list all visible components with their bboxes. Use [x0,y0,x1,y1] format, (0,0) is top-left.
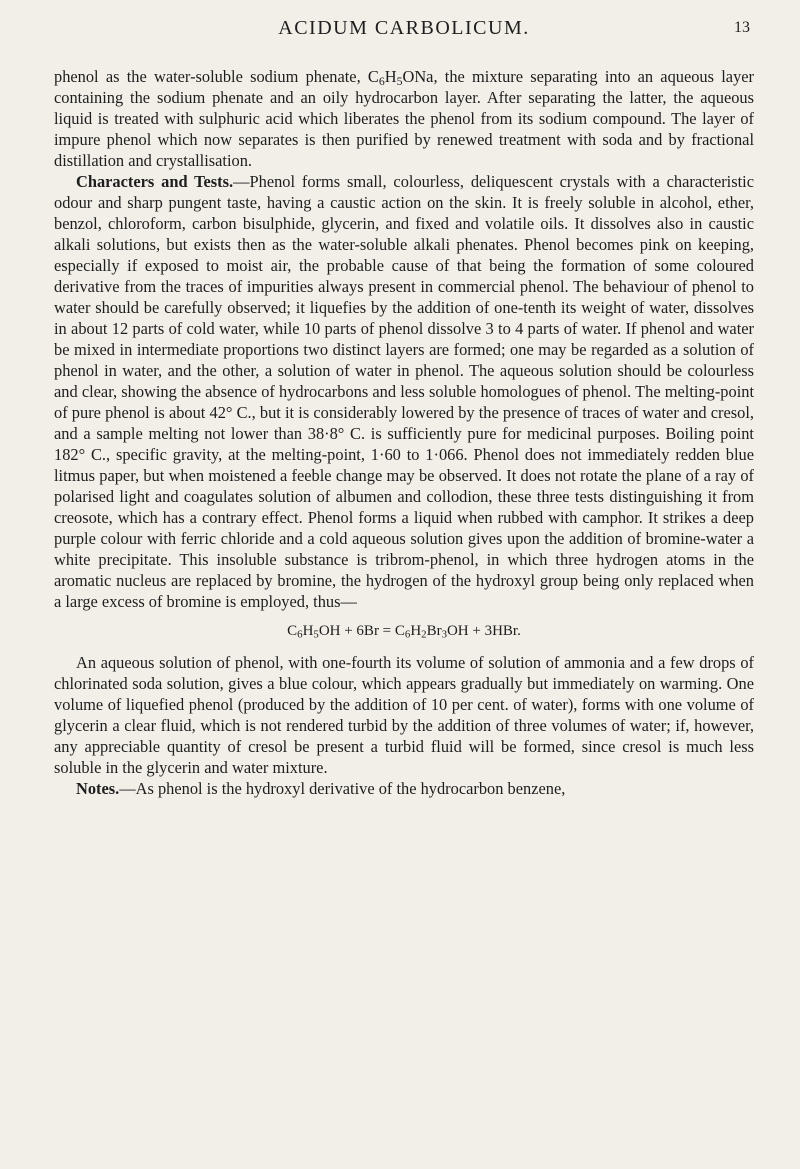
chemical-equation: $C_6H_5OH + 6Br = C_6H_2Br_3OH + 3HBr$. [287,623,521,641]
section-heading-notes: Notes. [76,779,120,798]
book-page [54,14,754,1154]
paragraph-notes [54,778,754,799]
paragraph-characters-text: —Phenol forms small, colourless, deliquescent crystals with a characteristic odour and sharp pungent taste, having a caustic action on the skin. It is freely soluble in alcohol, ether, benzol, chloroform, carbon bisulphide, glycerin, and fixed and volatile oils. It dissolves also in caustic alkali solutions, but exists then as the water-soluble alkali phenates. Phenol becomes pink on keeping, especially if exposed to moist air, the probable cause of that being the formation of some coloured derivative from the traces of impurities always present in commercial phenol. The behaviour of phenol to water should be carefully observed; it liquefies by the addition of one-tenth its weight of water, dissolves in about 12 parts of cold water, while 10 parts of phenol dissolve 3 to 4 parts of water. If phenol and water be mixed in intermediate proportions two distinct layers are formed; one may be regarded as a solution of phenol in water, and the other, a solution of water in phenol. The aqueous solution should be colourless and clear, showing the absence of hydrocarbons and less soluble homologues of phenol. The melting-point of pure phenol is about 42° C., but it is considerably lowered by the presence of traces of water and cresol, and a sample melting not lower than 38·8° C. is sufficiently pure for medicinal purposes. Boiling point 182° C., specific gravity, at the melting-point, 1·60 to 1·066. Phenol does not immediately redden blue litmus paper, but when moistened a feeble change may be observed. It does not rotate the plane of a ray of polarised light and coagulates solution of albumen and collodion, these three tests distinguishing it from creosote, which has a contrary effect. Phenol forms a liquid when rubbed with camphor. It strikes a deep purple colour with ferric chloride and a cold aqueous solution gives upon the addition of bromine-water a white precipitate. This insoluble substance is tribrom-phenol, in which three hydrogen atoms in the aromatic nucleus are replaced by bromine, the hydrogen of the hydroxyl group being only replaced when a large excess of bromine is employed, thus— [54,172,754,611]
paragraph-notes-text: —As phenol is the hydroxyl derivative of the hydrocarbon benzene, [119,779,566,798]
page-header [54,14,754,54]
running-title: ACIDUM CARBOLICUM. [278,17,530,39]
section-heading-characters-and-tests: Characters and Tests. [76,172,234,191]
body-text [54,66,754,799]
paragraph-aqueous-solution-test: An aqueous solution of phenol, with one-fourth its volume of solution of ammonia and a few drops of chlorinated soda solution, gives a blue colour, which appears gradually but immediately on warming. One volume of liquefied phenol (produced by the addition of 10 per cent. of water), forms with one volume of glycerin a clear fluid, which is not rendered turbid by the addition of three volumes of water; if, however, any appreciable quantity of cresol be present a turbid fluid will be formed, since cresol is much less soluble in the glycerin and water mixture. [54,653,754,777]
paragraph-characters-and-tests [54,171,754,612]
paragraph-phenol-separation: phenol as the water-soluble sodium phenate, $C_6H_5ONa$, the mixture separating into an aqueous layer containing the sodium phenate and an oily hydrocarbon layer. After separating the latter, the aqueous liquid is treated with sulphuric acid which liberates the phenol from its sodium compound. The layer of impure phenol which now separates is then purified by renewed treatment with soda and by fractional distillation and crystallisation. [54,67,754,170]
page-number: 13 [734,19,750,36]
